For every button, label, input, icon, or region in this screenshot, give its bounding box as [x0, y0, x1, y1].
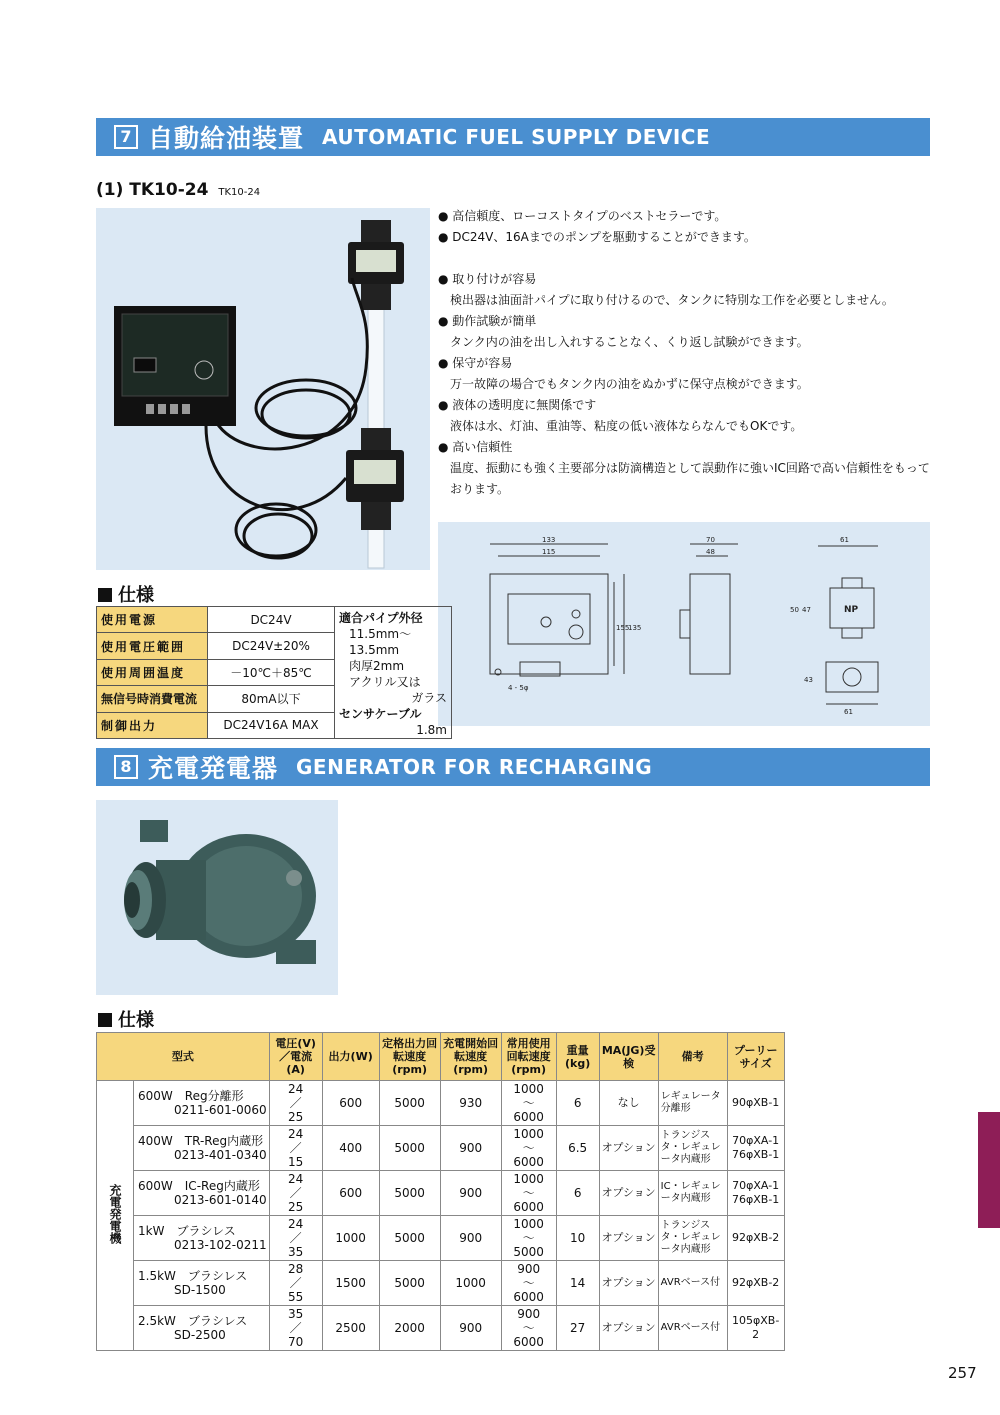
feature-body: 検出器は油面計パイプに取り付けるので、タンクに特別な工作を必要としません。: [450, 293, 894, 307]
use-rpm-max: 6000: [513, 1335, 544, 1349]
category-cell: [97, 1081, 134, 1351]
pulley-cell: 105φXB-2: [727, 1306, 784, 1351]
col-header-weight: 重量(kg): [556, 1033, 599, 1081]
ma-cell: オプション: [599, 1306, 658, 1351]
output-cell: 1500: [322, 1261, 379, 1306]
ma-cell: なし: [599, 1081, 658, 1126]
model-code: SD-2500: [174, 1328, 226, 1342]
model-cell: [134, 1261, 270, 1306]
note-pipe-head: 適合パイプ外径: [339, 611, 423, 625]
use-rpm-max: 5000: [513, 1245, 544, 1259]
model-cell: [134, 1216, 270, 1261]
weight-cell: 27: [556, 1306, 599, 1351]
voltage: 24: [288, 1127, 304, 1141]
fuel-device-photo: [96, 208, 430, 570]
current: 25: [288, 1200, 304, 1214]
feature-intro: ● DC24V、16Aまでのポンプを駆動することができます。: [438, 227, 933, 248]
model-label-small: TK10-24: [218, 187, 261, 198]
square-bullet-icon: [98, 588, 112, 602]
range-divider: ～: [522, 1186, 535, 1200]
voltage: 24: [288, 1217, 304, 1231]
current: 35: [288, 1245, 304, 1259]
feature-intro: ● 高信頼度、ローコストタイプのベストセラーです。: [438, 206, 933, 227]
spec-label: 使用電圧範囲: [97, 633, 208, 659]
slash-divider: ／: [289, 1321, 302, 1335]
start-rpm-cell: 900: [440, 1216, 501, 1261]
use-rpm-cell: [501, 1261, 556, 1306]
voltage: 35: [288, 1307, 304, 1321]
model-code: 0213-401-0340: [174, 1148, 267, 1162]
weight-cell: 6.5: [556, 1126, 599, 1171]
voltage-current-cell: [269, 1261, 322, 1306]
model-name: 600W IC-Reg内蔵形: [138, 1179, 260, 1193]
slash-divider: ／: [289, 1231, 302, 1245]
generator-photo: [96, 800, 338, 995]
use-rpm-min: 1000: [513, 1217, 544, 1231]
use-rpm-max: 6000: [513, 1290, 544, 1304]
start-rpm-cell: 900: [440, 1126, 501, 1171]
rated-rpm-cell: 5000: [379, 1171, 440, 1216]
spec-value: DC24V: [208, 607, 335, 633]
spec-note: [335, 607, 452, 739]
dim-label: 43: [804, 676, 813, 684]
model-code: SD-1500: [174, 1283, 226, 1297]
chapter-tab: [978, 1112, 1000, 1228]
use-rpm-cell: [501, 1081, 556, 1126]
pulley-cell: 70φXA-1 76φXB-1: [727, 1171, 784, 1216]
dim-label: 61: [844, 708, 853, 716]
note-cell: レギュレータ分離形: [658, 1081, 727, 1126]
spec-title-text: 仕様: [118, 585, 154, 606]
note-cable: センサケーブル: [339, 707, 422, 721]
rated-rpm-cell: 5000: [379, 1081, 440, 1126]
generator-spec-table: [96, 1032, 785, 1351]
ma-cell: オプション: [599, 1216, 658, 1261]
current: 55: [288, 1290, 304, 1304]
feature-head: ● 液体の透明度に無関係です: [438, 395, 933, 416]
dim-label: 61: [840, 536, 849, 544]
spec-title-text: 仕様: [118, 1010, 154, 1031]
spec-label: 使用電源: [97, 607, 208, 633]
note-cell: AVRベース付: [658, 1261, 727, 1306]
ma-cell: オプション: [599, 1126, 658, 1171]
pulley-cell: 70φXA-1 76φXB-1: [727, 1126, 784, 1171]
section-title-jp: 充電発電器: [148, 754, 279, 783]
section-header-7: [96, 118, 930, 156]
current: 15: [288, 1155, 304, 1169]
note-cell: トランジスタ・レギュレータ内蔵形: [658, 1216, 727, 1261]
model-cell: [134, 1306, 270, 1351]
output-cell: 2500: [322, 1306, 379, 1351]
note-cell: IC・レギュレータ内蔵形: [658, 1171, 727, 1216]
rated-rpm-cell: 5000: [379, 1126, 440, 1171]
spec-value: 80mA以下: [208, 686, 335, 712]
feature-body: タンク内の油を出し入れすることなく、くり返し試験ができます。: [450, 335, 809, 349]
note-cable-length: 1.8m: [416, 723, 447, 737]
note-material: アクリル又は: [349, 675, 421, 689]
output-cell: 600: [322, 1171, 379, 1216]
square-bullet-icon: [98, 1013, 112, 1027]
voltage: 24: [288, 1082, 304, 1096]
output-cell: 1000: [322, 1216, 379, 1261]
ma-cell: オプション: [599, 1171, 658, 1216]
section-number: 7: [114, 125, 138, 149]
model-code: 0213-102-0211: [174, 1238, 267, 1252]
dim-label: 135: [628, 624, 642, 632]
start-rpm-cell: 900: [440, 1171, 501, 1216]
use-rpm-min: 1000: [513, 1127, 544, 1141]
note-cell: トランジスタ・レギュレータ内蔵形: [658, 1126, 727, 1171]
spec-title: [98, 1006, 154, 1032]
feature-body: 液体は水、灯油、重油等、粘度の低い液体ならなんでもOKです。: [450, 419, 803, 433]
model-cell: [134, 1081, 270, 1126]
voltage-current-cell: [269, 1081, 322, 1126]
current: 25: [288, 1110, 304, 1124]
rated-rpm-cell: 5000: [379, 1261, 440, 1306]
section-number: 8: [114, 755, 138, 779]
note-cell: AVRベース付: [658, 1306, 727, 1351]
feature-head: ● 高い信頼性: [438, 437, 933, 458]
dim-label: 70: [706, 536, 715, 544]
col-header-note: 備考: [658, 1033, 727, 1081]
voltage-current-cell: [269, 1306, 322, 1351]
note-material: ガラス: [411, 691, 447, 705]
model-name: 2.5kW ブラシレス: [138, 1314, 248, 1328]
model-name: 600W Reg分離形: [138, 1089, 244, 1103]
spec-value: DC24V±20%: [208, 633, 335, 659]
weight-cell: 6: [556, 1171, 599, 1216]
table-row: [97, 1171, 785, 1216]
note-thickness: 肉厚2mm: [349, 659, 405, 673]
range-divider: ～: [522, 1231, 535, 1245]
spec-label: 無信号時消費電流: [97, 686, 208, 712]
col-header-voltage: 電圧(V)／電流(A): [269, 1033, 322, 1081]
col-header-output: 出力(W): [322, 1033, 379, 1081]
col-header-start-rpm: 充電開始回転速度(rpm): [440, 1033, 501, 1081]
slash-divider: ／: [289, 1186, 302, 1200]
use-rpm-cell: [501, 1126, 556, 1171]
output-cell: 400: [322, 1126, 379, 1171]
slash-divider: ／: [289, 1096, 302, 1110]
spec-value: －10℃＋85℃: [208, 659, 335, 685]
section-title-en: GENERATOR FOR RECHARGING: [296, 755, 653, 779]
use-rpm-cell: [501, 1306, 556, 1351]
use-rpm-cell: [501, 1171, 556, 1216]
use-rpm-cell: [501, 1216, 556, 1261]
spec-value: DC24V16A MAX: [208, 712, 335, 738]
weight-cell: 14: [556, 1261, 599, 1306]
start-rpm-cell: 900: [440, 1306, 501, 1351]
range-divider: ～: [522, 1276, 535, 1290]
use-rpm-min: 900: [517, 1307, 541, 1321]
table-row: [97, 1126, 785, 1171]
current: 70: [288, 1335, 304, 1349]
weight-cell: 10: [556, 1216, 599, 1261]
model-cell: [134, 1171, 270, 1216]
dimension-drawing: [438, 522, 930, 726]
spec-title: [98, 581, 154, 607]
voltage: 24: [288, 1172, 304, 1186]
spec-label: 使用周囲温度: [97, 659, 208, 685]
feature-head: ● 動作試験が簡単: [438, 311, 933, 332]
dim-label: 48: [706, 548, 715, 556]
use-rpm-max: 6000: [513, 1200, 544, 1214]
table-row: [97, 1081, 785, 1126]
model-name: 400W TR-Reg内蔵形: [138, 1134, 264, 1148]
rated-rpm-cell: 2000: [379, 1306, 440, 1351]
section-title-en: AUTOMATIC FUEL SUPPLY DEVICE: [322, 125, 711, 149]
model-cell: [134, 1126, 270, 1171]
features-list: [438, 206, 933, 500]
feature-head: ● 取り付けが容易: [438, 269, 933, 290]
section-header-8: [96, 748, 930, 786]
np-label: NP: [844, 605, 859, 615]
start-rpm-cell: 930: [440, 1081, 501, 1126]
use-rpm-max: 6000: [513, 1155, 544, 1169]
rated-rpm-cell: 5000: [379, 1216, 440, 1261]
use-rpm-max: 6000: [513, 1110, 544, 1124]
note-pipe-size: 11.5mm～13.5mm: [349, 627, 412, 657]
col-header-ma: MA(JG)受検: [599, 1033, 658, 1081]
range-divider: ～: [522, 1141, 535, 1155]
dim-label: 133: [542, 536, 556, 544]
col-header-model: 型式: [97, 1033, 270, 1081]
section-title-jp: 自動給油装置: [148, 124, 305, 153]
voltage: 28: [288, 1262, 304, 1276]
model-code: 0211-601-0060: [174, 1103, 267, 1117]
start-rpm-cell: 1000: [440, 1261, 501, 1306]
pulley-cell: 92φXB-2: [727, 1216, 784, 1261]
weight-cell: 6: [556, 1081, 599, 1126]
dim-label: 155: [616, 624, 630, 632]
slash-divider: ／: [289, 1141, 302, 1155]
dim-label: 47: [802, 606, 811, 614]
model-heading: [96, 180, 260, 200]
use-rpm-min: 900: [517, 1262, 541, 1276]
dim-label: 50: [790, 606, 799, 614]
col-header-use-rpm: 常用使用回転速度(rpm): [501, 1033, 556, 1081]
model-code: 0213-601-0140: [174, 1193, 267, 1207]
ma-cell: オプション: [599, 1261, 658, 1306]
model-name: 1.5kW ブラシレス: [138, 1269, 248, 1283]
use-rpm-min: 1000: [513, 1172, 544, 1186]
range-divider: ～: [522, 1096, 535, 1110]
voltage-current-cell: [269, 1216, 322, 1261]
slash-divider: ／: [289, 1276, 302, 1290]
col-header-pulley: プーリーサイズ: [727, 1033, 784, 1081]
output-cell: 600: [322, 1081, 379, 1126]
voltage-current-cell: [269, 1171, 322, 1216]
pulley-cell: 92φXB-2: [727, 1261, 784, 1306]
table-row: [97, 1261, 785, 1306]
feature-body: 温度、振動にも強く主要部分は防滴構造として誤動作に強いIC回路で高い信頼性をもっております。: [450, 461, 930, 496]
page-number: 257: [948, 1364, 977, 1382]
hole-label: 4 - 5φ: [508, 684, 529, 692]
pulley-cell: 90φXB-1: [727, 1081, 784, 1126]
voltage-current-cell: [269, 1126, 322, 1171]
model-label: (1) TK10-24: [96, 180, 209, 200]
table-row: [97, 1306, 785, 1351]
spec-label: 制御出力: [97, 712, 208, 738]
category-label: 充電発電機: [108, 1183, 122, 1244]
fuel-device-spec-table: [96, 606, 452, 739]
dim-label: 115: [542, 548, 556, 556]
feature-head: ● 保守が容易: [438, 353, 933, 374]
model-name: 1kW ブラシレス: [138, 1224, 236, 1238]
feature-body: 万一故障の場合でもタンク内の油をぬかずに保守点検ができます。: [450, 377, 809, 391]
use-rpm-min: 1000: [513, 1082, 544, 1096]
range-divider: ～: [522, 1321, 535, 1335]
table-row: [97, 1216, 785, 1261]
col-header-rated-rpm: 定格出力回転速度(rpm): [379, 1033, 440, 1081]
